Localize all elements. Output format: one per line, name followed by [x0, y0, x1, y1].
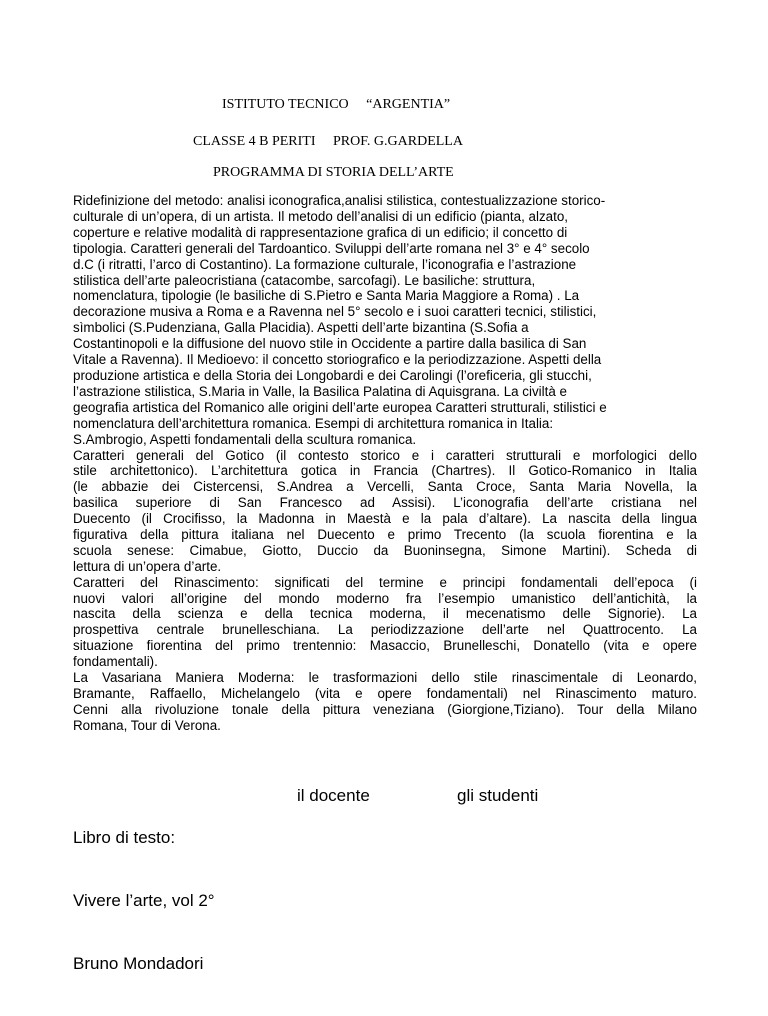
body-text-line: stilistica dell’arte paleocristiana (catacombe, sarcofagi). Le basiliche: struttura,	[73, 272, 536, 288]
body-text-line: basilica superiore di San Francesco ad Assisi). L’iconografia dell’arte cristiana nel	[73, 495, 697, 511]
class-teacher-heading: CLASSE 4 B PERITI PROF. G.GARDELLA	[193, 134, 463, 149]
body-text-line: Bramante, Raffaello, Michelangelo (vita e opere fondamentali) nel Rinascimento maturo.	[73, 685, 697, 701]
students-signature-label: gli studenti	[457, 786, 539, 805]
body-text-line: nomenclatura dell’architettura romanica. Esempi di architettura romanica in Italia:	[73, 415, 554, 431]
textbook-line: Bruno Mondadori	[73, 954, 204, 973]
body-text-line: tipologia. Caratteri generali del Tardoantico. Sviluppi dell’arte romana nel 3° e 4° secolo	[73, 240, 590, 256]
program-title-heading: PROGRAMMA DI STORIA DELL’ARTE	[213, 165, 454, 180]
program-body-text	[73, 193, 697, 734]
body-text-line: d.C (i ritratti, l’arco di Costantino). La formazione culturale, l’iconografia e l’astrazione	[73, 256, 577, 272]
body-text-line: l’astrazione stilistica, S.Maria in Valle, la Basilica Palatina di Aquisgrana. La civiltà e	[73, 383, 567, 399]
body-text-line: geografia artistica del Romanico alle origini dell’arte europea Caratteri strutturali, stilistici e	[73, 399, 607, 415]
body-text-line: S.Ambrogio, Aspetti fondamentali della scultura romanica.	[73, 431, 417, 447]
body-text-line: fondamentali).	[73, 654, 158, 670]
body-text-line: coperture e relative modalità di rappresentazione grafica di un edificio; il concetto di	[73, 224, 568, 240]
body-text-line: Caratteri del Rinascimento: significati del termine e principi fondamentali dell’epoca (i	[73, 574, 697, 590]
school-name-heading: ISTITUTO TECNICO “ARGENTIA”	[222, 97, 451, 112]
body-text-line: nuovi valori all’origine del mondo moderno fra l’esempio umanistico dell’antichità, la	[73, 590, 697, 606]
body-text-line: Romana, Tour di Verona.	[73, 717, 221, 733]
textbook-info	[73, 785, 215, 1016]
body-text-line: scuola senese: Cimabue, Giotto, Duccio da Buoninsegna, Simone Martini). Scheda di	[73, 542, 697, 558]
body-text-line: decorazione musiva a Roma e a Ravenna nel 5° secolo e i suoi caratteri tecnici, stilistici,	[73, 304, 597, 320]
body-text-line: culturale di un’opera, di un artista. Il metodo dell’analisi di un edificio (pianta, alzato,	[73, 208, 568, 224]
teacher-signature-label: il docente	[297, 786, 370, 805]
body-text-line: sìmbolici (S.Pudenziana, Galla Placidia). Aspetti dell’arte bizantina (S.Sofia a	[73, 320, 529, 336]
body-text-line: nascita della scienza e della tecnica moderna, il mecenatismo delle Signorie). La	[73, 606, 697, 622]
textbook-line: Vivere l’arte, vol 2°	[73, 891, 215, 910]
body-text-line: produzione artistica e della Storia dei Longobardi e dei Carolingi (l’oreficeria, gli stucchi,	[73, 367, 592, 383]
body-text-line: Ridefinizione del metodo: analisi iconografica,analisi stilistica, contestualizzazione storico-	[73, 193, 606, 208]
body-text-line: Cenni alla rivoluzione tonale della pittura veneziana (Giorgione,Tiziano). Tour della Milano	[73, 701, 697, 717]
body-text-line: Costantinopoli e la diffusione del nuovo stile in Occidente a partire dalla basilica di San	[73, 336, 587, 352]
body-text-line: lettura di un’opera d’arte.	[73, 558, 222, 574]
body-text-line: figurativa della pittura italiana nel Duecento e primo Trecento (la scuola fiorentina e la	[73, 526, 697, 542]
body-text-line: prospettiva centrale brunelleschiana. La periodizzazione dell’arte nel Quattrocento. La	[73, 622, 697, 638]
body-text-line: Vitale a Ravenna). Il Medioevo: il concetto storiografico e la periodizzazione. Aspetti della	[73, 352, 602, 368]
body-text-line: situazione fiorentina del primo trentennio: Masaccio, Brunelleschi, Donatello (vita e opere	[73, 638, 697, 654]
body-text-line: Duecento (il Crocifisso, la Madonna in Maestà e la pala d’altare). La nascita della lingua	[73, 511, 697, 527]
body-text-line: Caratteri generali del Gotico (il contesto storico e i caratteri strutturali e morfologici dello	[73, 447, 697, 463]
body-text-line: nomenclatura, tipologie (le basiliche di S.Pietro e Santa Maria Maggiore a Roma) . La	[73, 288, 580, 304]
body-text-line: (le abbazie dei Cistercensi, S.Andrea a Vercelli, Santa Croce, Santa Maria Novella, la	[73, 479, 697, 495]
body-text-line: La Vasariana Maniera Moderna: le trasformazioni dello stile rinascimentale di Leonardo,	[73, 670, 697, 685]
textbook-line: Libro di testo:	[73, 828, 176, 847]
body-text-line: stile architettonico). L’architettura gotica in Francia (Chartres). Il Gotico-Romanico in Italia	[73, 463, 697, 479]
